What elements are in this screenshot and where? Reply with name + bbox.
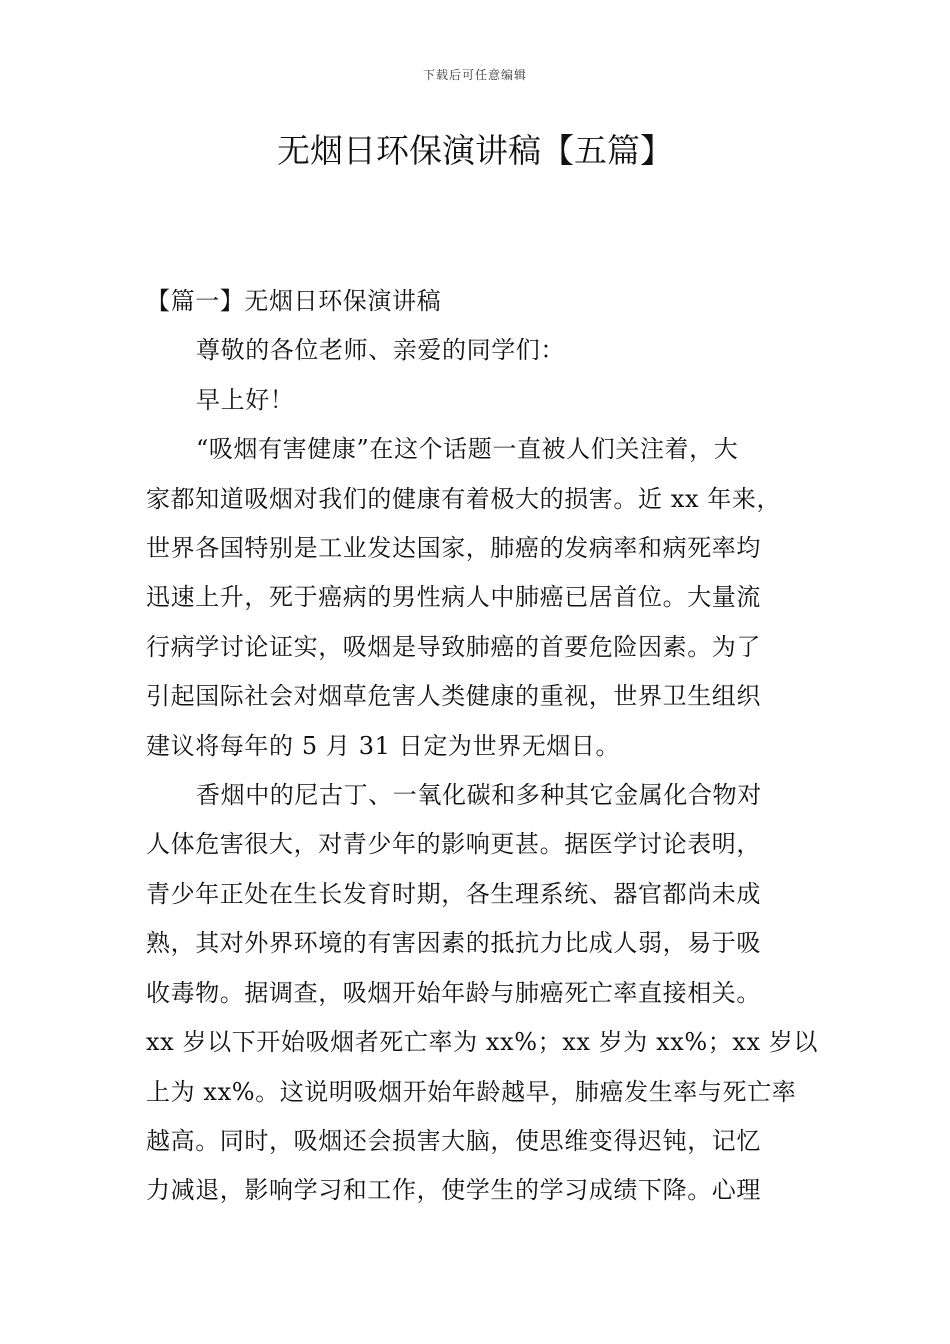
- paragraph-line: 引起国际社会对烟草危害人类健康的重视，世界卫生组织: [146, 682, 761, 711]
- greeting: 早上好！: [196, 385, 295, 414]
- paragraph-line: 青少年正处在生长发育时期，各生理系统、器官都尚未成: [146, 879, 761, 908]
- paragraph-line: “吸烟有害健康”在这个话题一直被人们关注着，大: [196, 435, 739, 464]
- paragraph-line: 香烟中的尼古丁、一氧化碳和多种其它金属化合物对: [196, 781, 762, 810]
- salutation: 尊敬的各位老师、亲爱的同学们：: [196, 336, 565, 365]
- section-heading: 【篇一】无烟日环保演讲稿: [146, 287, 442, 315]
- paragraph-line: 越高。同时，吸烟还会损害大脑，使思维变得迟钝，记忆: [146, 1126, 761, 1155]
- paragraph-line: 收毒物。据调查，吸烟开始年龄与肺癌死亡率直接相关。: [146, 978, 761, 1007]
- paragraph-line: 力减退，影响学习和工作，使学生的学习成绩下降。心理: [146, 1176, 761, 1205]
- paragraph-line: 家都知道吸烟对我们的健康有着极大的损害。近 xx 年来，: [146, 484, 782, 513]
- document-title: 无烟日环保演讲稿【五篇】: [277, 131, 673, 170]
- paragraph-line: 行病学讨论证实，吸烟是导致肺癌的首要危险因素。为了: [146, 632, 761, 661]
- paragraph-line: xx 岁以下开始吸烟者死亡率为 xx%；xx 岁为 xx%；xx 岁以: [146, 1028, 819, 1057]
- paragraph-line: 上为 xx%。这说明吸烟开始年龄越早，肺癌发生率与死亡率: [146, 1077, 797, 1106]
- paragraph-line: 迅速上升，死于癌病的男性病人中肺癌已居首位。大量流: [146, 583, 761, 612]
- document-body: [146, 277, 826, 1216]
- header-note: 下载后可任意编辑: [422, 68, 527, 82]
- paragraph-line: 建议将每年的 5 月 31 日定为世界无烟日。: [146, 731, 621, 760]
- paragraph-line: 人体危害很大，对青少年的影响更甚。据医学讨论表明，: [146, 830, 761, 859]
- paragraph-line: 世界各国特别是工业发达国家，肺癌的发病率和病死率均: [146, 534, 761, 563]
- paragraph-1: [146, 425, 826, 771]
- paragraph-line: 熟，其对外界环境的有害因素的抵抗力比成人弱，易于吸: [146, 929, 761, 958]
- paragraph-2: [146, 771, 826, 1216]
